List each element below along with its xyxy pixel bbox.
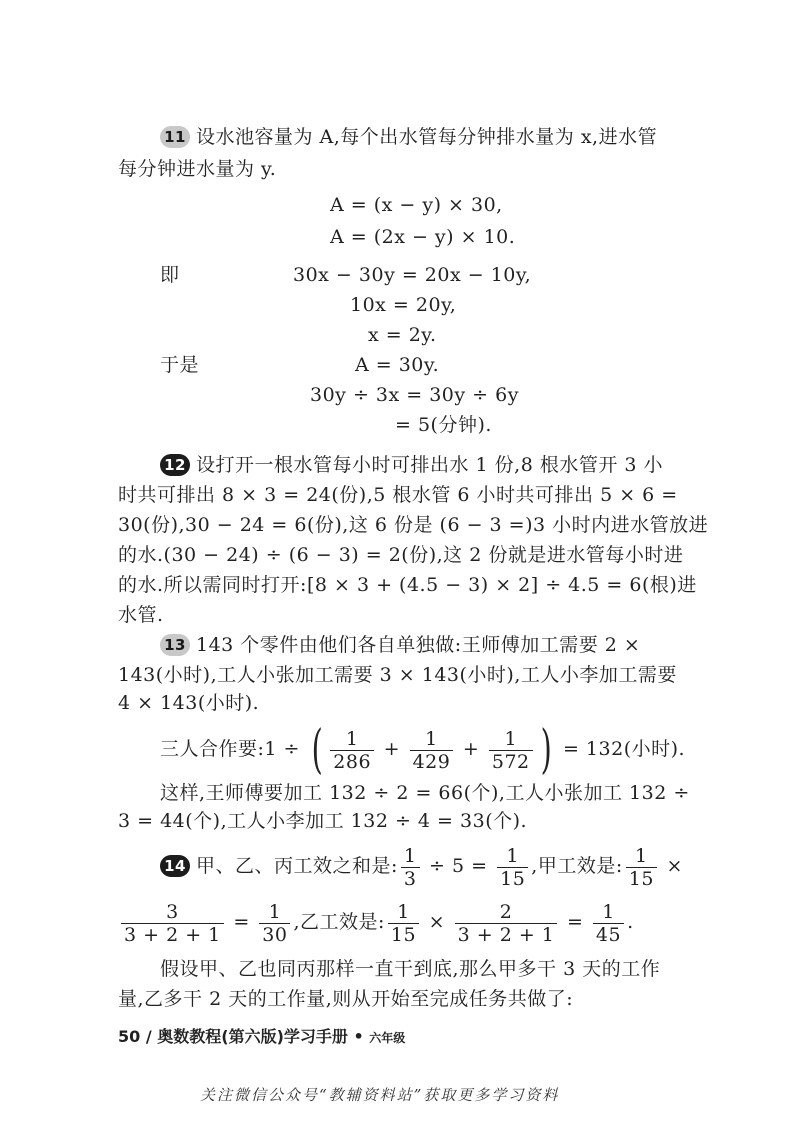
grade-label: 六年级: [369, 1031, 406, 1045]
page-footer: [118, 1024, 405, 1047]
p11-text-1: 设水池容量为 A,每个出水管每分钟排水量为 x,进水管: [196, 126, 658, 148]
fraction-denominator: 15: [388, 923, 419, 946]
p11-equation-4: 10x = 20y,: [350, 294, 457, 316]
fraction-numerator: 1: [504, 727, 518, 750]
left-paren: (: [311, 720, 323, 780]
fraction-denominator: 429: [410, 750, 454, 773]
p13-text-5: 这样,王师傅要加工 132 ÷ 2 = 66(个),工人小张加工 132 ÷: [160, 782, 690, 804]
p12-text-4: 的水.(30 − 24) ÷ (6 − 3) = 2(份),这 2 份就是进水管每小时进: [118, 544, 684, 566]
fraction-denominator: 3 + 2 + 1: [455, 923, 558, 946]
p14-text-1-prefix: 甲、乙、丙工效之和是:: [196, 855, 398, 877]
p12-text-3: 30(份),30 − 24 = 6(份),这 6 份是 (6 − 3 =)3 小时内进水管放进: [118, 514, 709, 536]
fraction-denominator: 45: [593, 923, 624, 946]
p11-equation-3: 30x − 30y = 20x − 10y,: [293, 264, 532, 286]
fraction-numerator: 1: [506, 844, 519, 867]
p11-equation-8: = 5(分钟).: [395, 414, 492, 436]
fraction-3-over-sum: [121, 901, 224, 946]
p11-equation-1: A = (x − y) × 30,: [330, 194, 503, 216]
p12-text-2: 时共可排出 8 × 3 = 24(份),5 根水管 6 小时共可排出 5 × 6 =: [118, 484, 678, 506]
p14-line-2: [118, 898, 634, 946]
fraction-2-over-sum: [455, 901, 558, 946]
fraction-1-572: [489, 728, 533, 773]
p12-text-5: 的水.所以需同时打开:[8 × 3 + (4.5 − 3) × 2] ÷ 4.5 = 6(根)进: [118, 574, 697, 596]
p13-text-2: 143(小时),工人小张加工需要 3 × 143(小时),工人小李加工需要: [118, 664, 677, 686]
problem-11-badge: 11: [160, 126, 190, 148]
fraction-denominator: 30: [259, 923, 290, 946]
fraction-1-286: [330, 728, 374, 773]
fraction-denominator: 572: [489, 750, 533, 773]
problem-13-badge: 13: [160, 634, 190, 656]
fraction-1-3: [401, 845, 420, 890]
p13-text-1: 143 个零件由他们各自单独做:王师傅加工需要 2 ×: [196, 634, 641, 656]
p11-label-yushi: 于是: [160, 354, 200, 376]
p13-line-1: [160, 632, 640, 658]
equals-sign: =: [233, 911, 250, 933]
p11-equation-5: x = 2y.: [368, 324, 437, 346]
fraction-numerator: 1: [403, 844, 417, 867]
page-number: 50: [118, 1027, 141, 1046]
p11-equation-2: A = (2x − y) × 10.: [330, 226, 516, 248]
p12-line-1: [160, 452, 663, 478]
fraction-numerator: 1: [635, 844, 648, 867]
fraction-numerator: 1: [602, 900, 615, 923]
times-sign: ×: [428, 911, 446, 933]
fraction-numerator: 1: [345, 727, 359, 750]
problem-12-badge: 12: [160, 454, 190, 476]
equals-sign: =: [566, 911, 584, 933]
p14-line-1: [160, 842, 683, 890]
watermark-text: 关注微信公众号“教辅资料站”获取更多学习资料: [200, 1086, 560, 1104]
p12-text-6: 水管.: [118, 604, 164, 626]
p14-text-4: 量,乙多干 2 天的工作量,则从开始至完成任务共做了:: [118, 988, 574, 1010]
fraction-denominator: 286: [330, 750, 374, 773]
footer-bullet: •: [353, 1027, 364, 1046]
p13-text-6: 3 = 44(个),工人小李加工 132 ÷ 4 = 33(个).: [118, 810, 528, 832]
p11-text-2: 每分钟进水量为 y.: [118, 158, 277, 180]
fraction-denominator: 3 + 2 + 1: [121, 923, 224, 946]
divide-by-5: ÷ 5 =: [429, 855, 488, 877]
fraction-1-30: [259, 901, 290, 946]
p13-text-4-suffix: = 132(小时).: [562, 738, 686, 760]
plus-sign: +: [462, 738, 480, 760]
fraction-1-15: [497, 845, 528, 890]
right-paren: ): [540, 720, 552, 780]
p13-text-3: 4 × 143(小时).: [118, 692, 260, 714]
p13-fraction-line: [160, 720, 686, 780]
fraction-numerator: 3: [166, 900, 179, 923]
fraction-numerator: 1: [425, 727, 438, 750]
book-title: 奥数教程(第六版)学习手册: [157, 1027, 348, 1046]
plus-sign: +: [383, 738, 401, 760]
problem-14-badge: 14: [160, 855, 190, 877]
p12-text-1: 设打开一根水管每小时可排出水 1 份,8 根水管开 3 小: [196, 454, 664, 476]
p11-label-ji: 即: [160, 264, 180, 286]
fraction-denominator: 3: [401, 867, 420, 890]
fraction-denominator: 15: [626, 867, 657, 890]
times-sign: ×: [666, 855, 683, 877]
fraction-denominator: 15: [497, 867, 528, 890]
fraction-1-45: [593, 901, 624, 946]
fraction-1-15: [626, 845, 657, 890]
footer-slash: /: [145, 1027, 152, 1046]
p11-line-1: [160, 124, 657, 150]
p13-text-4-prefix: 三人合作要:1 ÷: [160, 738, 300, 760]
p11-equation-6: A = 30y.: [355, 354, 440, 376]
p14-text-2-mid: ,乙工效是:: [293, 911, 385, 933]
p14-text-1-mid: ,甲工效是:: [531, 855, 623, 877]
period: .: [627, 911, 634, 933]
p14-text-3: 假设甲、乙也同丙那样一直干到底,那么甲多干 3 天的工作: [160, 958, 661, 980]
fraction-numerator: 1: [397, 900, 410, 923]
fraction-1-15: [388, 901, 419, 946]
p11-equation-7: 30y ÷ 3x = 30y ÷ 6y: [310, 384, 519, 406]
fraction-1-429: [410, 728, 454, 773]
fraction-numerator: 2: [499, 900, 513, 923]
fraction-numerator: 1: [268, 900, 282, 923]
